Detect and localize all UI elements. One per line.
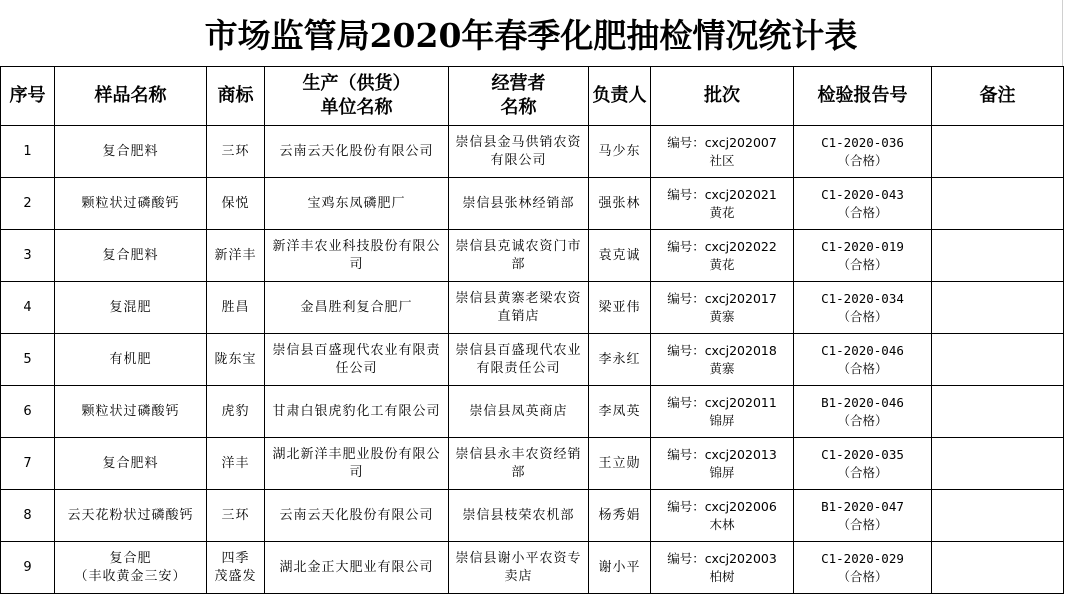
cell-operator-text: 崇信县凤英商店	[469, 403, 568, 419]
cell-batch-text: 黄寨	[709, 308, 735, 324]
cell-producer-text: 崇信县百盛现代农业有限责任公司	[272, 342, 441, 376]
cell-sample-text: 颗粒状过磷酸钙	[81, 403, 180, 419]
cell-remark[interactable]	[932, 542, 1064, 594]
cell-report[interactable]	[794, 386, 932, 438]
cell-batch[interactable]	[651, 126, 794, 178]
cell-batch-text: 木林	[709, 516, 735, 532]
cell-operator-text: 崇信县谢小平农资专卖店	[455, 550, 582, 584]
cell-index-text: 3	[23, 247, 32, 263]
header-operator-line2: 名称	[500, 97, 537, 118]
cell-report-text: C1-2020-043	[821, 186, 904, 202]
cell-brand[interactable]	[207, 126, 265, 178]
cell-report[interactable]	[794, 126, 932, 178]
cell-owner-text: 袁克诚	[598, 247, 641, 263]
cell-owner[interactable]	[589, 230, 651, 282]
cell-producer[interactable]	[265, 334, 449, 386]
cell-operator[interactable]	[449, 282, 589, 334]
cell-remark[interactable]	[932, 438, 1064, 490]
cell-sample-text: 有机肥	[109, 351, 152, 367]
cell-brand-text: 胜昌	[221, 299, 250, 315]
cell-report-text: C1-2020-034	[821, 290, 904, 306]
header-producer-line1: 生产（供货）	[302, 73, 411, 94]
cell-batch-text: 编号：cxcj202006	[667, 498, 777, 514]
header-sample[interactable]	[55, 67, 207, 126]
cell-sample-text: （丰收黄金三安）	[74, 568, 187, 584]
cell-batch[interactable]	[651, 178, 794, 230]
cell-batch-text: 黄花	[709, 256, 735, 272]
table-row	[1, 334, 1064, 386]
cell-brand[interactable]	[207, 438, 265, 490]
header-index[interactable]	[1, 67, 55, 126]
cell-report-text: （合格）	[837, 204, 888, 220]
cell-brand[interactable]	[207, 178, 265, 230]
cell-operator-text: 崇信县克诚农资门市部	[455, 238, 582, 272]
cell-report-text: （合格）	[837, 464, 888, 480]
cell-batch[interactable]	[651, 230, 794, 282]
table-row	[1, 178, 1064, 230]
cell-sample[interactable]	[55, 438, 207, 490]
header-owner-label: 负责人	[592, 85, 647, 106]
cell-report[interactable]	[794, 178, 932, 230]
cell-operator-text: 崇信县黄寨老梁农资直销店	[455, 290, 582, 324]
cell-brand-text: 虎豹	[221, 403, 250, 419]
cell-remark[interactable]	[932, 490, 1064, 542]
header-brand-label: 商标	[217, 85, 254, 106]
cell-batch[interactable]	[651, 542, 794, 594]
cell-batch-text: 编号：cxcj202013	[667, 446, 777, 462]
cell-index-text: 5	[23, 351, 32, 367]
cell-producer[interactable]	[265, 230, 449, 282]
cell-report-text: （合格）	[837, 516, 888, 532]
cell-batch-text: 锦屏	[709, 412, 735, 428]
table-row	[1, 438, 1064, 490]
cell-sample[interactable]	[55, 230, 207, 282]
header-report-label: 检验报告号	[817, 85, 908, 106]
cell-sample[interactable]	[55, 542, 207, 594]
header-sample-label: 样品名称	[94, 85, 167, 106]
cell-batch-text: 编号：cxcj202011	[667, 394, 777, 410]
cell-index-text: 9	[23, 559, 32, 575]
cell-producer-text: 甘肃白银虎豹化工有限公司	[272, 403, 441, 419]
header-producer-line2: 单位名称	[320, 97, 393, 118]
cell-index-text: 6	[23, 403, 32, 419]
cell-report-text: B1-2020-046	[821, 394, 904, 410]
header-operator-line1: 经营者	[491, 73, 546, 94]
cell-batch-text: 编号：cxcj202022	[667, 238, 777, 254]
cell-report-text: B1-2020-047	[821, 498, 904, 514]
cell-index[interactable]	[1, 438, 55, 490]
cell-batch-text: 编号：cxcj202021	[667, 186, 777, 202]
cell-sample-text: 复合肥料	[102, 247, 159, 263]
cell-report-text: C1-2020-035	[821, 446, 904, 462]
table-row	[1, 542, 1064, 594]
cell-index[interactable]	[1, 386, 55, 438]
cell-operator[interactable]	[449, 230, 589, 282]
cell-remark[interactable]	[932, 230, 1064, 282]
cell-producer-text: 云南云天化股份有限公司	[279, 507, 434, 523]
title-cell[interactable]	[0, 0, 1062, 67]
header-operator[interactable]	[449, 67, 589, 126]
cell-brand-text: 陇东宝	[214, 351, 257, 367]
cell-brand[interactable]	[207, 334, 265, 386]
cell-producer[interactable]	[265, 386, 449, 438]
cell-report-text: （合格）	[837, 568, 888, 584]
cell-owner[interactable]	[589, 542, 651, 594]
cell-batch-text: 编号：cxcj202017	[667, 290, 777, 306]
cell-sample-text: 复合肥料	[102, 143, 159, 159]
cell-brand-text: 三环	[221, 143, 250, 159]
cell-index[interactable]	[1, 126, 55, 178]
cell-index-text: 1	[23, 143, 32, 159]
cell-report-text: （合格）	[837, 152, 888, 168]
cell-producer[interactable]	[265, 282, 449, 334]
cell-batch[interactable]	[651, 438, 794, 490]
cell-remark[interactable]	[932, 178, 1064, 230]
cell-brand[interactable]	[207, 230, 265, 282]
cell-report[interactable]	[794, 334, 932, 386]
cell-batch[interactable]	[651, 490, 794, 542]
cell-brand-text: 保悦	[221, 195, 250, 211]
cell-report-text: C1-2020-019	[821, 238, 904, 254]
cell-owner[interactable]	[589, 126, 651, 178]
cell-owner-text: 强张林	[598, 195, 641, 211]
cell-batch[interactable]	[651, 282, 794, 334]
cell-operator-text: 崇信县张林经销部	[462, 195, 575, 211]
cell-batch-text: 社区	[709, 152, 735, 168]
cell-producer-text: 新洋丰农业科技股份有限公司	[272, 238, 441, 272]
table-row	[1, 282, 1064, 334]
cell-producer[interactable]	[265, 542, 449, 594]
table-row	[1, 230, 1064, 282]
cell-brand[interactable]	[207, 282, 265, 334]
cell-report[interactable]	[794, 282, 932, 334]
header-batch[interactable]	[651, 67, 794, 126]
cell-batch-text: 黄花	[709, 204, 735, 220]
cell-operator-text: 崇信县金马供销农资有限公司	[455, 134, 582, 168]
cell-index[interactable]	[1, 178, 55, 230]
cell-batch-text: 柏树	[709, 568, 735, 584]
cell-index-text: 8	[23, 507, 32, 523]
cell-report-text: C1-2020-036	[821, 134, 904, 150]
cell-operator[interactable]	[449, 438, 589, 490]
header-remark[interactable]	[932, 67, 1064, 126]
cell-sample[interactable]	[55, 126, 207, 178]
cell-sample-text: 复混肥	[109, 299, 152, 315]
cell-brand[interactable]	[207, 542, 265, 594]
cell-producer-text: 宝鸡东凤磷肥厂	[307, 195, 406, 211]
cell-index-text: 7	[23, 455, 32, 471]
header-brand[interactable]	[207, 67, 265, 126]
header-batch-label: 批次	[704, 85, 740, 106]
cell-report[interactable]	[794, 542, 932, 594]
cell-owner[interactable]	[589, 334, 651, 386]
cell-remark[interactable]	[932, 126, 1064, 178]
cell-report-text: C1-2020-029	[821, 550, 904, 566]
table-row	[1, 386, 1064, 438]
cell-report-text: （合格）	[837, 412, 888, 428]
cell-sample[interactable]	[55, 178, 207, 230]
cell-batch-text: 锦屏	[709, 464, 735, 480]
cell-sample-text: 复合肥	[109, 550, 152, 566]
cell-batch-text: 编号：cxcj202003	[667, 550, 777, 566]
cell-sample-text: 复合肥料	[102, 455, 159, 471]
cell-operator[interactable]	[449, 542, 589, 594]
cell-producer-text: 湖北新洋丰肥业股份有限公司	[272, 446, 441, 480]
cell-owner-text: 谢小平	[598, 559, 641, 575]
cell-sample-text: 颗粒状过磷酸钙	[81, 195, 180, 211]
cell-operator[interactable]	[449, 126, 589, 178]
cell-index[interactable]	[1, 334, 55, 386]
cell-report-text: （合格）	[837, 256, 888, 272]
cell-index-text: 4	[23, 299, 32, 315]
cell-producer[interactable]	[265, 490, 449, 542]
column-divider	[1062, 0, 1063, 66]
cell-owner[interactable]	[589, 282, 651, 334]
cell-batch-text: 黄寨	[709, 360, 735, 376]
header-producer[interactable]	[265, 67, 449, 126]
header-report[interactable]	[794, 67, 932, 126]
cell-index[interactable]	[1, 542, 55, 594]
cell-sample[interactable]	[55, 386, 207, 438]
table-row	[1, 490, 1064, 542]
header-index-label: 序号	[9, 85, 46, 106]
cell-operator-text: 崇信县百盛现代农业有限责任公司	[455, 342, 582, 376]
cell-batch[interactable]	[651, 334, 794, 386]
cell-report[interactable]	[794, 490, 932, 542]
cell-producer-text: 云南云天化股份有限公司	[279, 143, 434, 159]
header-remark-label: 备注	[979, 85, 1016, 106]
cell-producer-text: 湖北金正大肥业有限公司	[279, 559, 434, 575]
cell-remark[interactable]	[932, 334, 1064, 386]
cell-owner[interactable]	[589, 178, 651, 230]
cell-owner[interactable]	[589, 438, 651, 490]
cell-report-text: （合格）	[837, 360, 888, 376]
cell-owner-text: 梁亚伟	[598, 299, 641, 315]
cell-sample[interactable]	[55, 490, 207, 542]
cell-owner-text: 李凤英	[598, 403, 641, 419]
cell-sample[interactable]	[55, 282, 207, 334]
cell-operator[interactable]	[449, 386, 589, 438]
cell-sample-text: 云天花粉状过磷酸钙	[67, 507, 194, 523]
cell-owner-text: 杨秀娟	[598, 507, 641, 523]
cell-batch-text: 编号：cxcj202018	[667, 342, 777, 358]
cell-owner[interactable]	[589, 490, 651, 542]
cell-brand-text: 四季	[221, 550, 250, 566]
cell-batch-text: 编号：cxcj202007	[667, 134, 777, 150]
cell-index[interactable]	[1, 282, 55, 334]
cell-owner-text: 王立勋	[598, 455, 641, 471]
cell-operator[interactable]	[449, 178, 589, 230]
cell-owner[interactable]	[589, 386, 651, 438]
cell-owner-text: 李永红	[598, 351, 641, 367]
cell-report-text: C1-2020-046	[821, 342, 904, 358]
cell-producer-text: 金昌胜利复合肥厂	[300, 299, 413, 315]
cell-index[interactable]	[1, 490, 55, 542]
cell-producer[interactable]	[265, 126, 449, 178]
table-title: 市场监管局2020年春季化肥抽检情况统计表	[204, 15, 858, 55]
cell-brand-text: 洋丰	[221, 455, 250, 471]
cell-remark[interactable]	[932, 386, 1064, 438]
cell-report[interactable]	[794, 438, 932, 490]
cell-brand-text: 茂盛发	[214, 568, 257, 584]
cell-brand-text: 新洋丰	[214, 247, 257, 263]
cell-brand[interactable]	[207, 386, 265, 438]
header-row	[1, 67, 1064, 126]
cell-producer[interactable]	[265, 438, 449, 490]
cell-owner-text: 马少东	[598, 143, 641, 159]
cell-report[interactable]	[794, 230, 932, 282]
cell-index[interactable]	[1, 230, 55, 282]
cell-operator-text: 崇信县永丰农资经销部	[455, 446, 582, 480]
cell-operator[interactable]	[449, 334, 589, 386]
cell-sample[interactable]	[55, 334, 207, 386]
cell-index-text: 2	[23, 195, 32, 211]
cell-batch[interactable]	[651, 386, 794, 438]
header-owner[interactable]	[589, 67, 651, 126]
cell-brand[interactable]	[207, 490, 265, 542]
cell-operator[interactable]	[449, 490, 589, 542]
table-row	[1, 126, 1064, 178]
cell-brand-text: 三环	[221, 507, 250, 523]
cell-operator-text: 崇信县枝荣农机部	[462, 507, 575, 523]
inspection-table	[0, 66, 1064, 594]
cell-remark[interactable]	[932, 282, 1064, 334]
cell-producer[interactable]	[265, 178, 449, 230]
cell-report-text: （合格）	[837, 308, 888, 324]
